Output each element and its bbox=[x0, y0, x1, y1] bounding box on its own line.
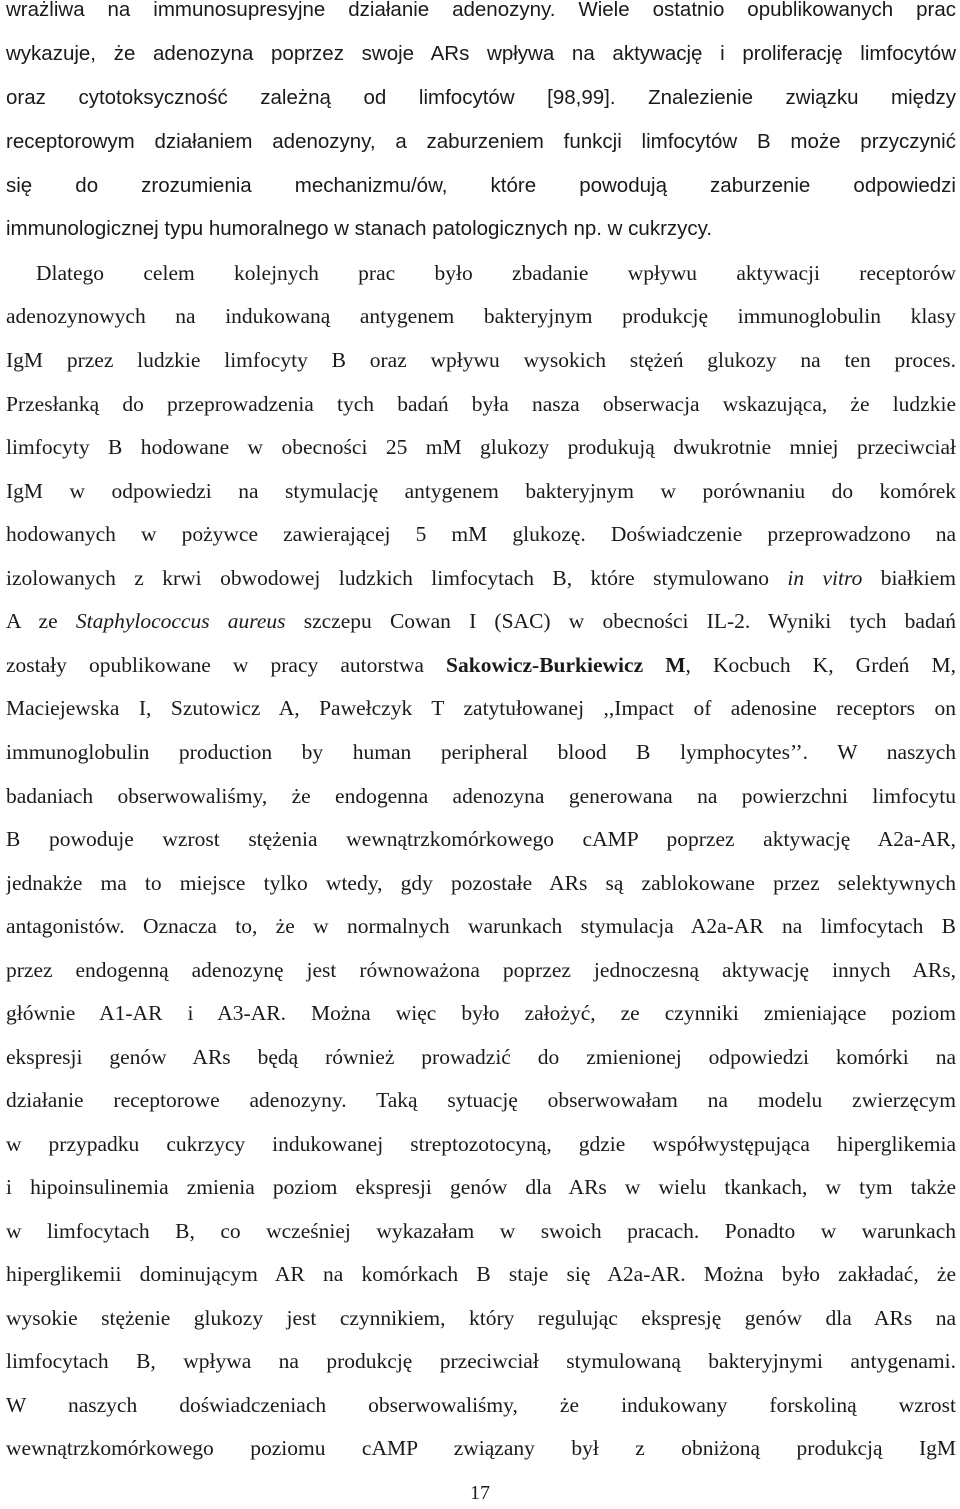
text-line: wrażliwa na immunosupresyjne działanie adenozyny. Wiele ostatnio opublikowanych prac bbox=[6, 0, 956, 21]
text-line: w limfocytach B, co wcześniej wykazałam w swoich pracach. Ponadto w warunkach bbox=[6, 1219, 956, 1243]
text-line: i hipoinsulinemia zmienia poziom ekspresji genów dla ARs w wielu tkankach, w tym także bbox=[6, 1175, 956, 1199]
text-line: limfocytach B, wpływa na produkcję przeciwciał stymulowaną bakteryjnymi antygenami. bbox=[6, 1349, 956, 1373]
text-line: receptorowym działaniem adenozyny, a zaburzeniem funkcji limfocytów B może przyczynić bbox=[6, 130, 956, 153]
text-line bbox=[6, 562, 956, 594]
bold-author-name: Sakowicz-Burkiewicz M bbox=[446, 653, 686, 677]
text-line bbox=[6, 649, 956, 681]
text-line: wykazuje, że adenozyna poprzez swoje ARs wpływa na aktywację i proliferację limfocytów bbox=[6, 42, 956, 65]
text-line: jednakże ma to miejsce tylko wtedy, gdy pozostałe ARs są zablokowane przez selektywnych bbox=[6, 871, 956, 895]
text-line: badaniach obserwowaliśmy, że endogenna adenozyna generowana na powierzchni limfocytu bbox=[6, 784, 956, 808]
text-line: immunologicznej typu humoralnego w stanach patologicznych np. w cukrzycy. bbox=[6, 217, 713, 240]
text-line: IgM przez ludzkie limfocyty B oraz wpływu wysokich stężeń glukozy na ten proces. bbox=[6, 348, 956, 372]
text-line: wysokie stężenie glukozy jest czynnikiem, który regulując ekspresję genów dla ARs na bbox=[6, 1306, 956, 1330]
text-line: adenozynowych na indukowaną antygenem bakteryjnym produkcję immunoglobulin klasy bbox=[6, 304, 956, 328]
text-line bbox=[6, 605, 956, 637]
text-line: immunoglobulin production by human peripheral blood B lymphocytes’’. W naszych bbox=[6, 740, 956, 764]
text-segment: izolowanych z krwi obwodowej ludzkich limfocytach B, które stymulowano bbox=[6, 566, 769, 590]
text-line: się do zrozumienia mechanizmu/ów, które powodują zaburzenie odpowiedzi bbox=[6, 174, 956, 197]
italic-term: in vitro bbox=[787, 566, 863, 590]
text-line: przez endogenną adenozynę jest równoważona poprzez jednoczesną aktywację innych ARs, bbox=[6, 958, 956, 982]
text-line: ekspresji genów ARs będą również prowadzić do zmienionej odpowiedzi komórki na bbox=[6, 1045, 956, 1069]
text-line: limfocyty B hodowane w obecności 25 mM glukozy produkują dwukrotnie mniej przeciwciał bbox=[6, 435, 956, 459]
text-line: W naszych doświadczeniach obserwowaliśmy, że indukowany forskoliną wzrost bbox=[6, 1393, 956, 1417]
text-segment: zostały opublikowane w pracy autorstwa bbox=[6, 653, 424, 677]
italic-species-name: Staphylococcus aureus bbox=[75, 609, 286, 633]
text-segment: szczepu Cowan I (SAC) w obecności IL-2. Wyniki tych badań bbox=[303, 609, 956, 633]
text-line: hiperglikemii dominującym AR na komórkach B staje się A2a-AR. Można było zakładać, że bbox=[6, 1262, 956, 1286]
text-line: oraz cytotoksyczność zależną od limfocytów [98,99]. Znalezienie związku między bbox=[6, 86, 956, 109]
text-line: hodowanych w pożywce zawierającej 5 mM glukozę. Doświadczenie przeprowadzono na bbox=[6, 522, 956, 546]
text-line: wewnątrzkomórkowego poziomu cAMP związany był z obniżoną produkcją IgM bbox=[6, 1436, 956, 1460]
paragraph-first-line: Dlatego celem kolejnych prac było zbadanie wpływu aktywacji receptorów bbox=[36, 261, 956, 285]
text-line: głównie A1-AR i A3-AR. Można więc było założyć, ze czynniki zmieniające poziom bbox=[6, 1001, 956, 1025]
text-line: Maciejewska I, Szutowicz A, Pawełczyk T zatytułowanej ,,Impact of adenosine receptors on bbox=[6, 696, 956, 720]
text-line: w przypadku cukrzycy indukowanej streptozotocyną, gdzie współwystępująca hiperglikemia bbox=[6, 1132, 956, 1156]
text-line: działanie receptorowe adenozyny. Taką sytuację obserwowałam na modelu zwierzęcym bbox=[6, 1088, 956, 1112]
text-line: IgM w odpowiedzi na stymulację antygenem bakteryjnym w porównaniu do komórek bbox=[6, 479, 956, 503]
page-number: 17 bbox=[470, 1482, 490, 1504]
text-segment: białkiem bbox=[880, 566, 956, 590]
text-segment: A ze bbox=[6, 609, 58, 633]
text-segment: , Kocbuch K, Grdeń M, bbox=[685, 653, 956, 677]
text-line: B powoduje wzrost stężenia wewnątrzkomórkowego cAMP poprzez aktywację A2a-AR, bbox=[6, 827, 956, 851]
text-line: Przesłanką do przeprowadzenia tych badań była nasza obserwacja wskazująca, że ludzkie bbox=[6, 392, 956, 416]
text-line: antagonistów. Oznacza to, że w normalnych warunkach stymulacja A2a-AR na limfocytach B bbox=[6, 914, 956, 938]
